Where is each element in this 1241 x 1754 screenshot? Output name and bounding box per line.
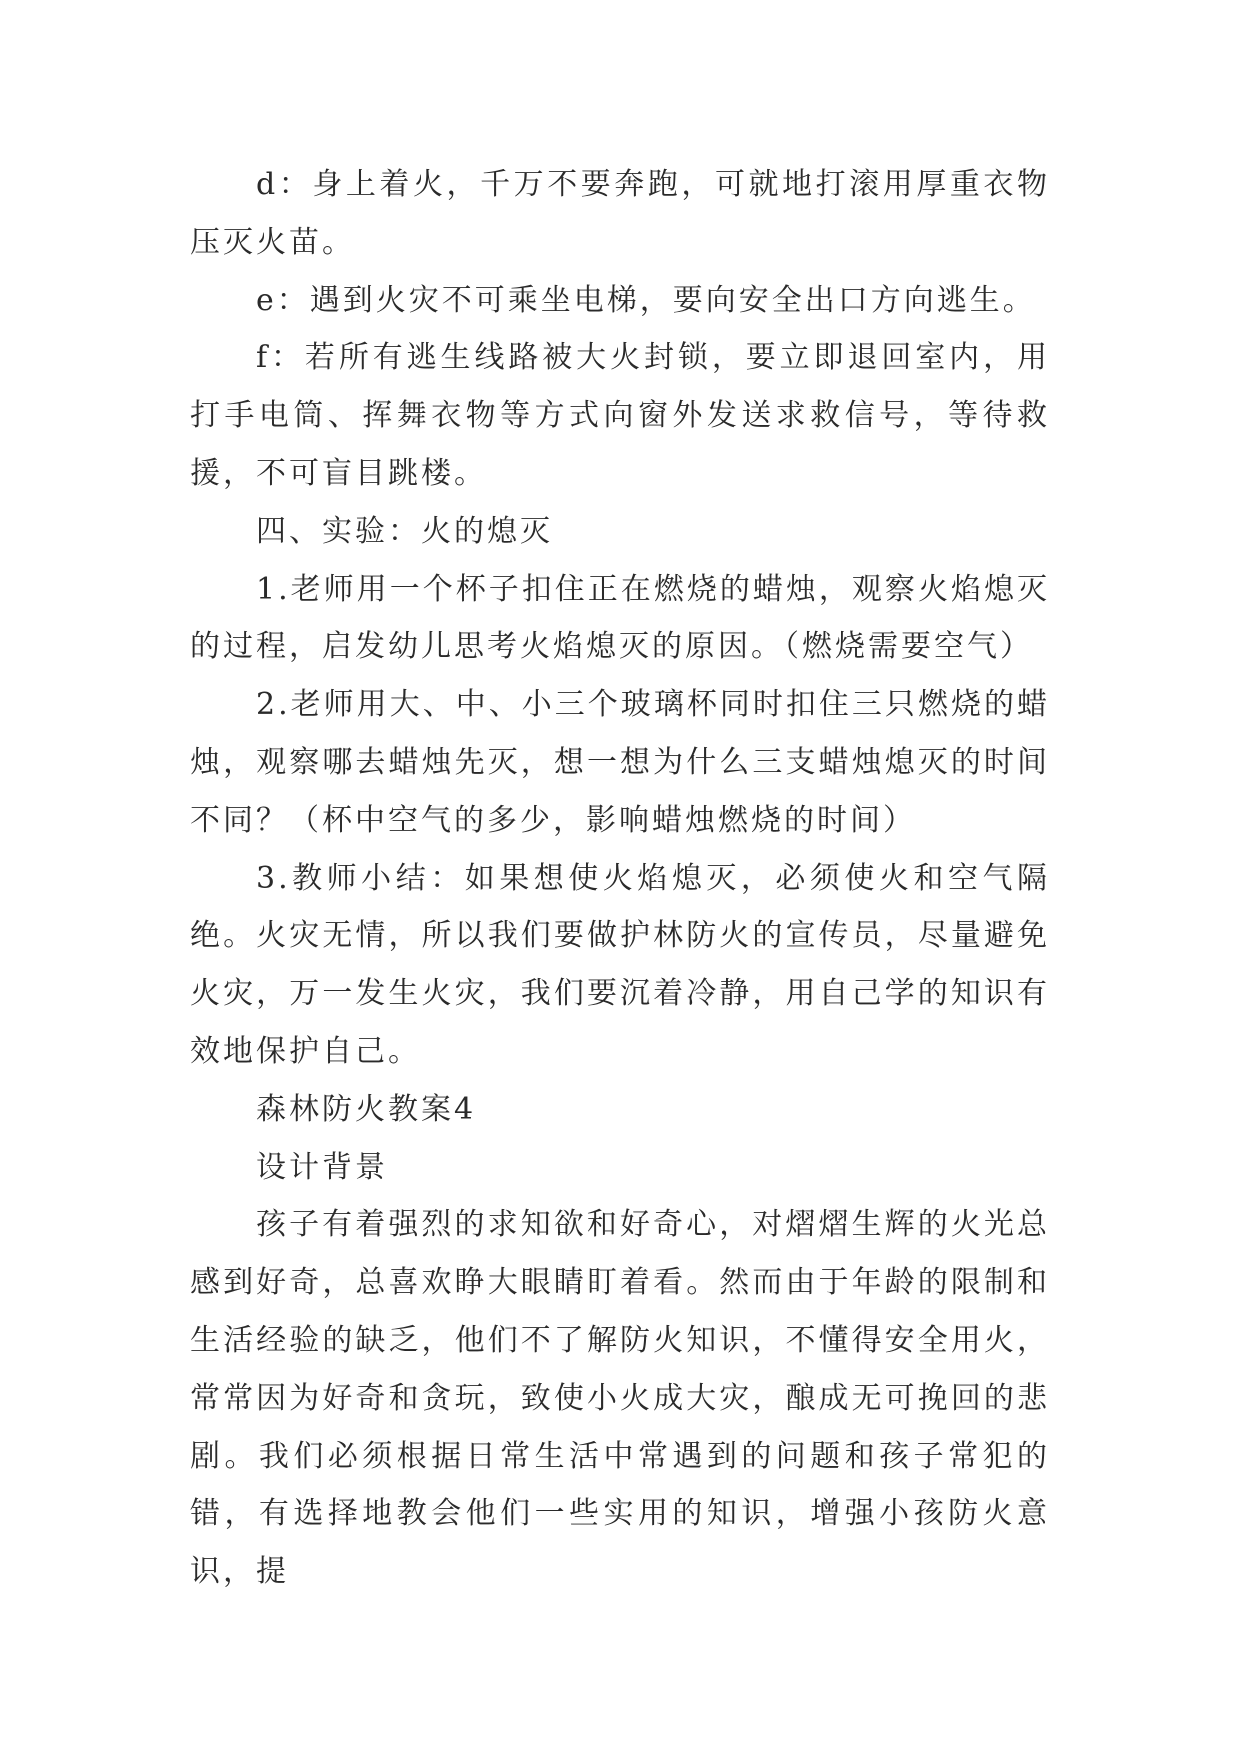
paragraph-step-1: 1.老师用一个杯子扣住正在燃烧的蜡烛，观察火焰熄灭的过程，启发幼儿思考火焰熄灭的原因。（燃烧需要空气） [190,571,1050,665]
section-heading-experiment: 四、实验：火的熄灭 [256,513,553,549]
paragraph-background: 孩子有着强烈的求知欲和好奇心，对熠熠生辉的火光总感到好奇，总喜欢睁大眼睛盯着看。然而由于年龄的限制和生活经验的缺乏，他们不了解防火知识，不懂得安全用火，常常因为好奇和贪玩，致使小火成大灾，酿成无可挽回的悲剧。我们必须根据日常生活中常遇到的问题和孩子常犯的错，有选择地教会他们一些实用的知识，增强小孩防火意识，提 [190,1207,1050,1590]
paragraph-item-d: d：身上着火，千万不要奔跑，可就地打滚用厚重衣物压灭火苗。 [190,167,1050,260]
paragraph-step-3: 3.教师小结：如果想使火焰熄灭，必须使火和空气隔绝。火灾无情，所以我们要做护林防火的宣传员，尽量避免火灾，万一发生火灾，我们要沉着冷静，用自己学的知识有效地保护自己。 [190,860,1050,1069]
paragraph-step-2: 2.老师用大、中、小三个玻璃杯同时扣住三只燃烧的蜡烛，观察哪去蜡烛先灭，想一想为什么三支蜡烛熄灭的时间不同？（杯中空气的多少，影响蜡烛燃烧的时间） [190,687,1050,838]
paragraph-item-e: e：遇到火灾不可乘坐电梯，要向安全出口方向逃生。 [256,282,1036,318]
lesson-title: 森林防火教案4 [256,1091,477,1127]
paragraph-item-f: f：若所有逃生线路被大火封锁，要立即退回室内，用打手电筒、挥舞衣物等方式向窗外发送求救信号，等待救援，不可盲目跳楼。 [190,340,1050,491]
document-body [190,156,1050,1601]
section-heading-background: 设计背景 [256,1149,388,1185]
